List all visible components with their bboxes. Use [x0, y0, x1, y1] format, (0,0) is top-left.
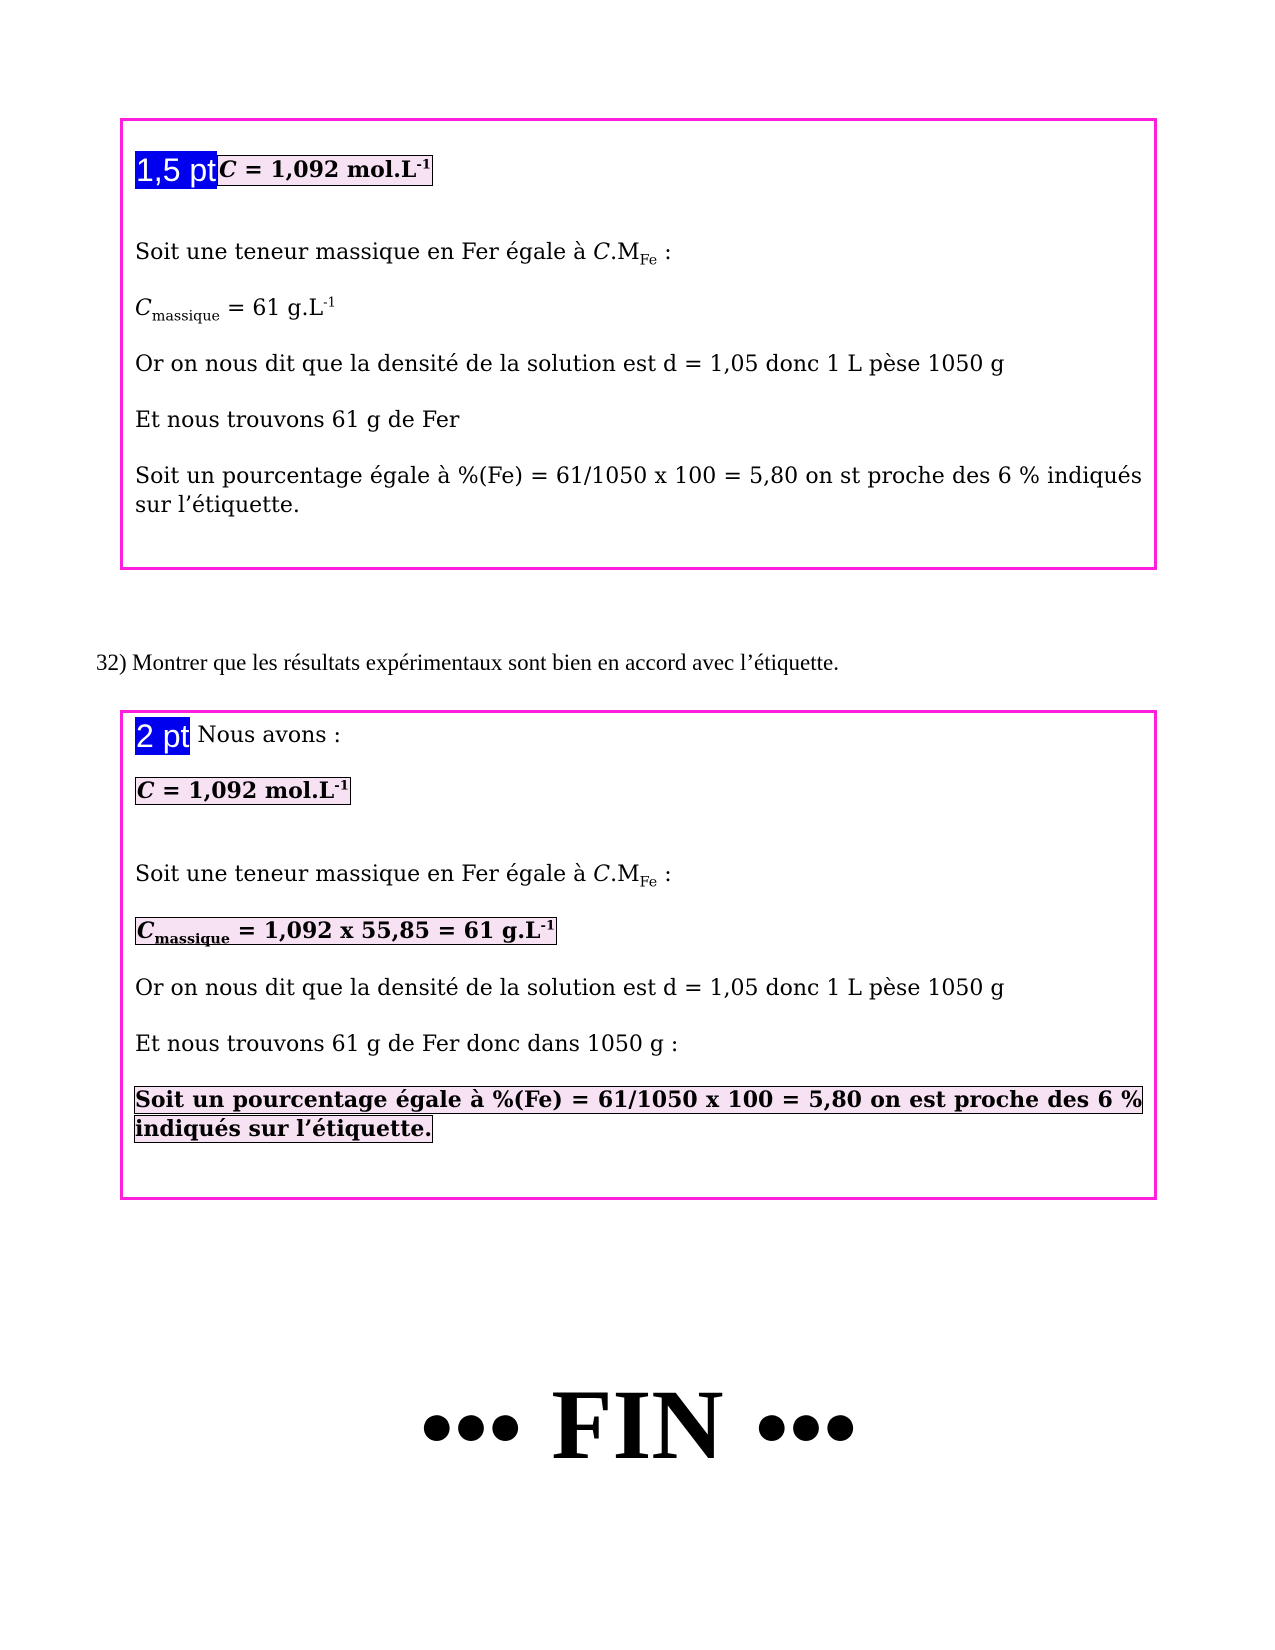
points-badge-1: 1,5 pt — [136, 152, 217, 188]
question-text: Montrer que les résultats expérimentaux sont bien en accord avec l’étiquette. — [132, 650, 839, 675]
dots-right: ●●● — [753, 1392, 857, 1459]
density-line-2: Or on nous dit que la densité de la solution est d = 1,05 donc 1 L pèse 1050 g — [135, 976, 1005, 1001]
question-number: 32) — [96, 650, 127, 675]
result-concentration-2: C = 1,092 $mol.L^{-1}$ — [137, 778, 349, 804]
question-32 — [96, 650, 839, 676]
mass-concentration-line-1: $C_{massique} = 61$ $g.L^{-1}$ — [135, 295, 336, 325]
mass-content-line-2: Soit une teneur massique en Fer égale à $C.M_{Fe}$ : — [135, 862, 672, 891]
result-concentration-1: C = 1,092 $mol.L^{-1}$ — [217, 155, 433, 186]
answer-box-1 — [120, 118, 1157, 570]
score-row-1 — [135, 151, 1142, 189]
fin-text: FIN — [551, 1369, 724, 1481]
mass-concentration-row-2 — [135, 917, 1142, 946]
result-mass-concentration: $C_{massique} = 1,092$ x 55,85 = 61 $g.L^{-1}$ — [137, 918, 556, 948]
mass-content-line-1: Soit une teneur massique en Fer égale à $C.M_{Fe}$ : — [135, 240, 672, 269]
answer-box-2 — [120, 710, 1157, 1200]
end-marker — [0, 1355, 1275, 1485]
density-line-1: Or on nous dit que la densité de la solution est d = 1,05 donc 1 L pèse 1050 g — [135, 352, 1005, 377]
percentage-result: Soit un pourcentage égale à %(Fe) = 61/1050 x 100 = 5,80 on est proche des 6 % indiqués sur l’étiquette. — [135, 1087, 1142, 1142]
iron-mass-line-2: Et nous trouvons 61 g de Fer donc dans 1050 g : — [135, 1032, 679, 1057]
percentage-line-1: Soit un pourcentage égale à %(Fe) = 61/1050 x 100 = 5,80 on st proche des 6 % indiqués sur l’étiquette. — [135, 464, 1142, 518]
points-badge-2: 2 pt — [136, 718, 190, 754]
score-row-2 — [135, 717, 1142, 755]
intro-text: Nous avons : — [190, 723, 341, 748]
result-concentration-row-2 — [135, 777, 1142, 806]
dots-left: ●●● — [418, 1392, 522, 1459]
iron-mass-line-1: Et nous trouvons 61 g de Fer — [135, 408, 460, 433]
